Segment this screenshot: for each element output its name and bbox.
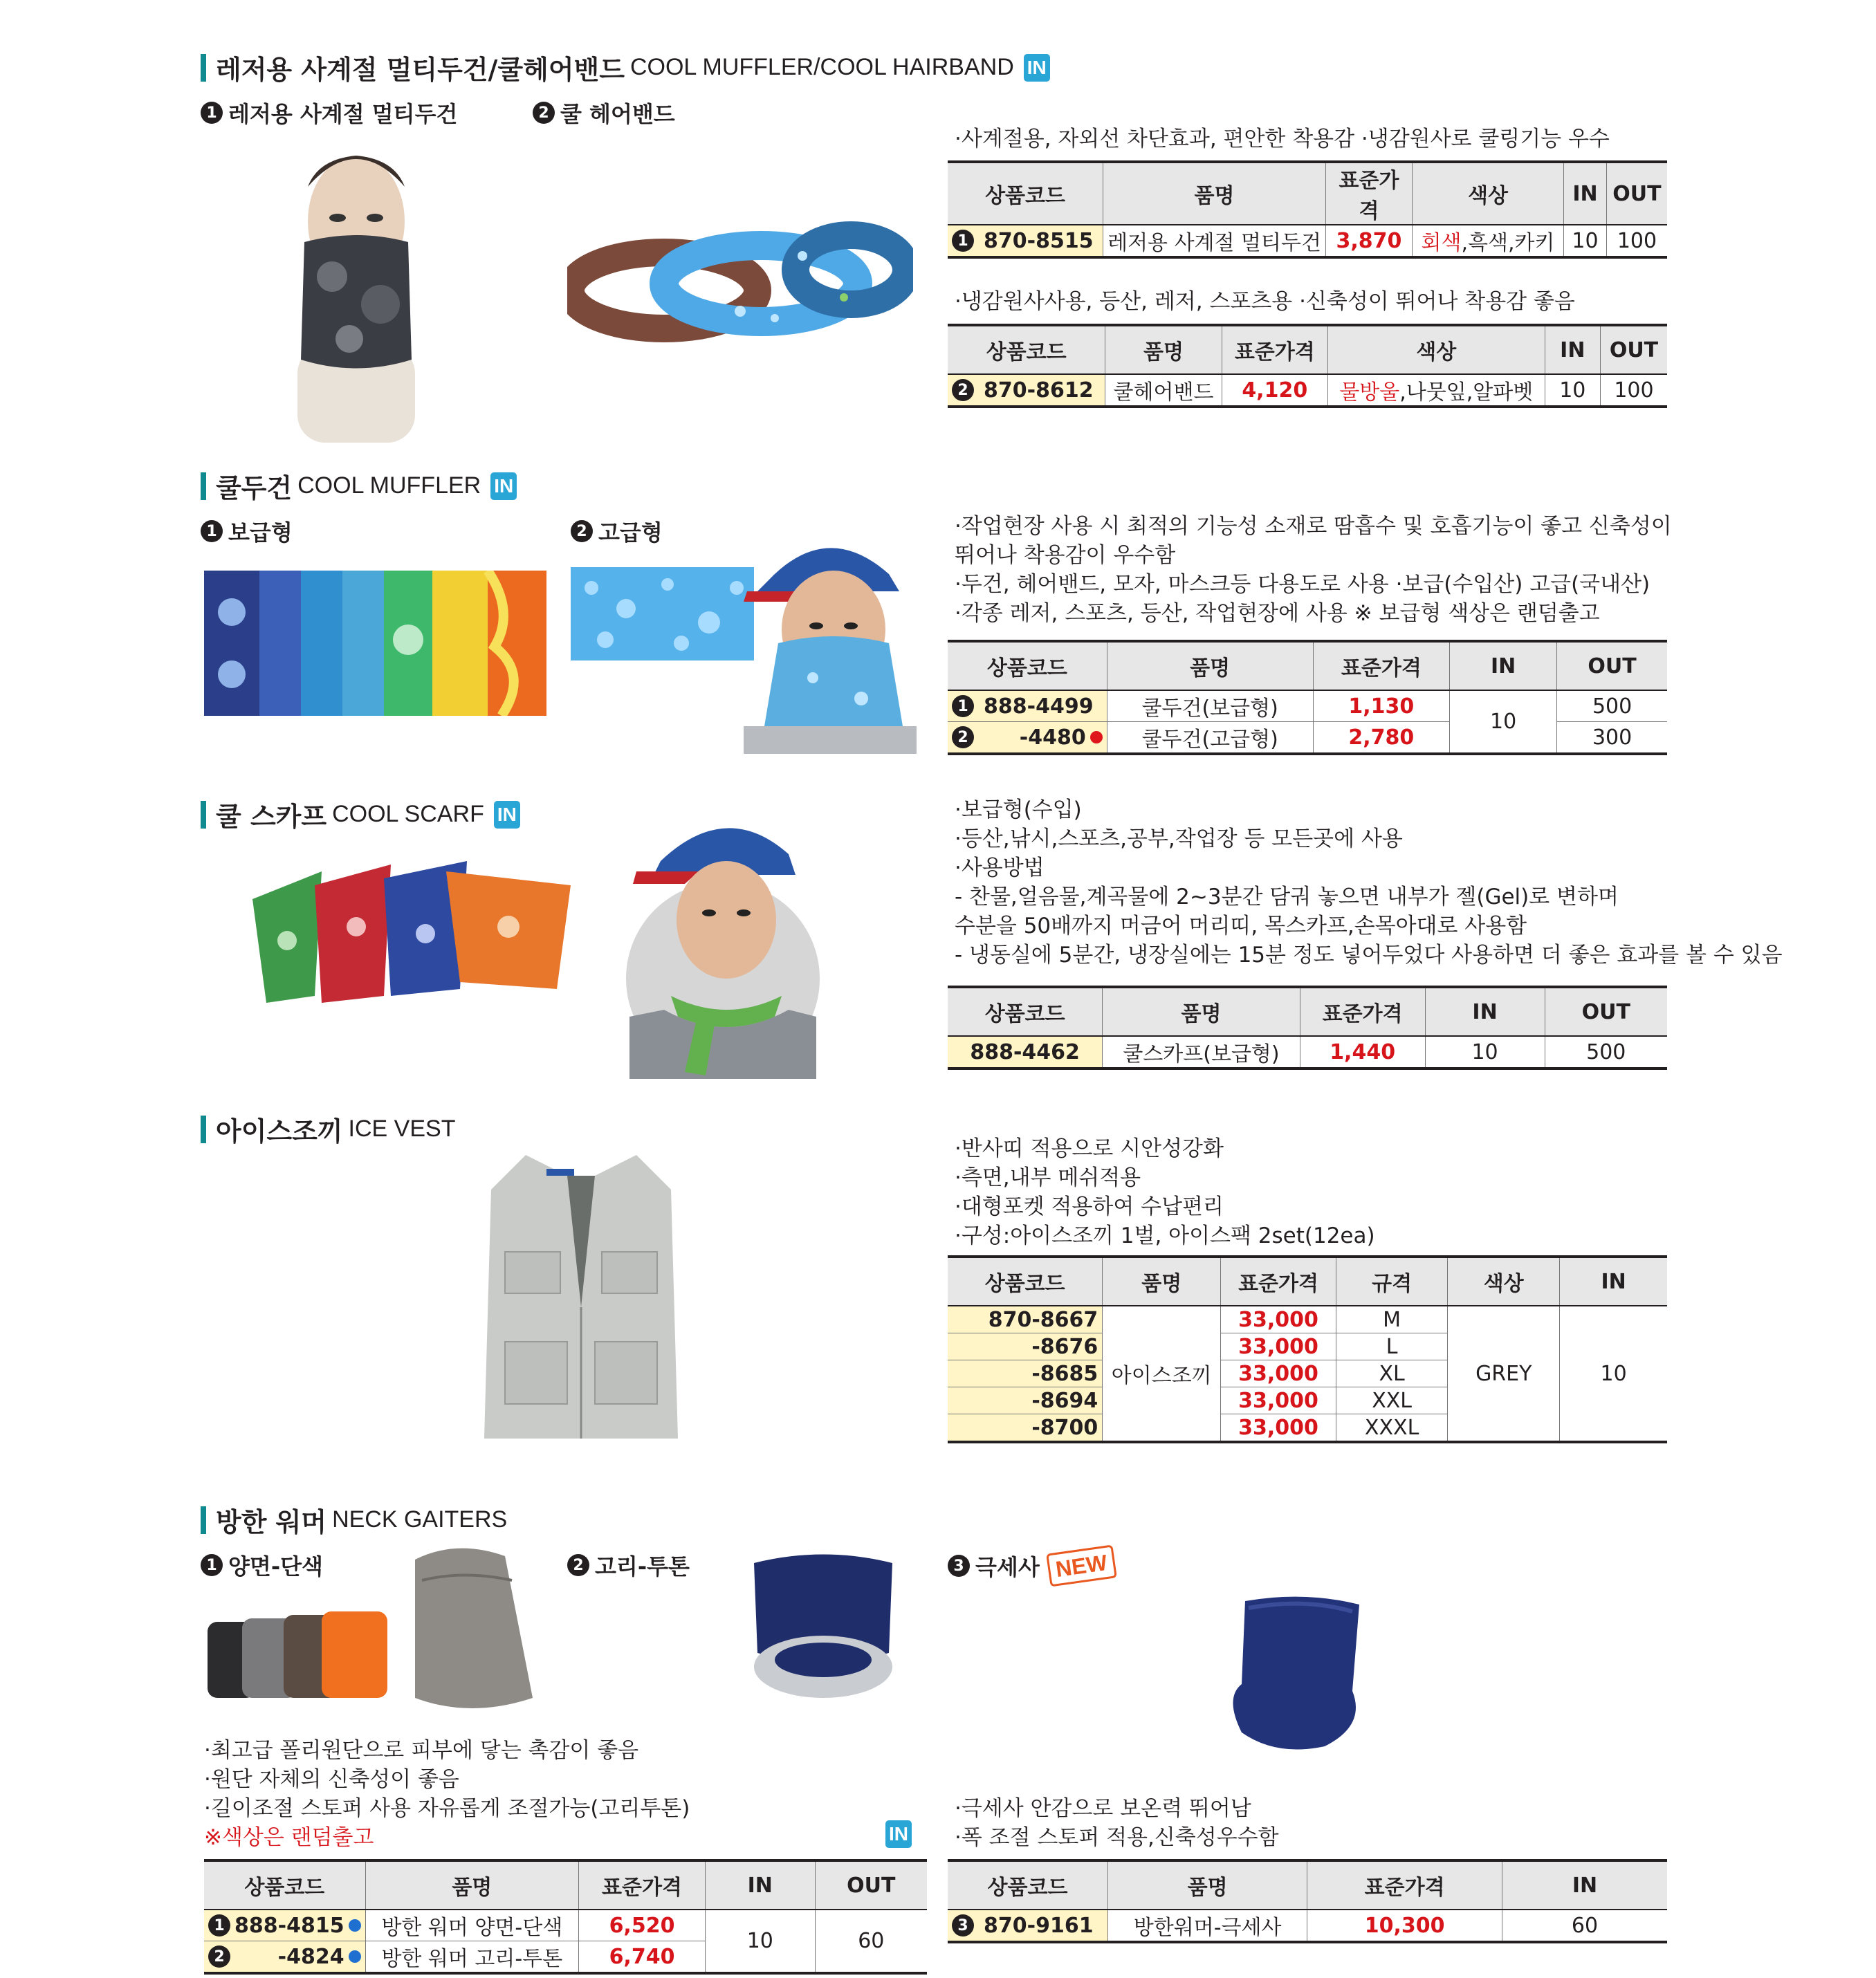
bullet-line: ·보급형(수입) xyxy=(955,797,1082,822)
product-price: 33,000 xyxy=(1221,1360,1336,1387)
product-code: 888-4815 xyxy=(234,1913,344,1938)
item-label-text: 보급형 xyxy=(228,519,293,546)
product-name: 방한워머-극세사 xyxy=(1107,1910,1307,1942)
table-row xyxy=(948,225,1667,257)
product-price: 33,000 xyxy=(1221,1387,1336,1414)
product-name: 방한 워머 고리-투톤 xyxy=(365,1941,578,1974)
item-label-1 xyxy=(201,97,457,129)
bullet-line: - 냉동실에 5분간, 냉장실에는 15분 정도 넣어두었다 사용하면 더 좋은 효과를 볼 수 있음 xyxy=(955,943,1783,968)
title-ko: 쿨 스카프 xyxy=(216,802,327,832)
product-code: -4824 xyxy=(277,1944,344,1969)
title-ko: 쿨두건 xyxy=(216,473,293,503)
feature-bullets-a: ·사계절용, 자외선 차단효과, 편안한 착용감 ·냉감원사로 쿨링기능 우수 xyxy=(955,127,1610,151)
header-in: IN xyxy=(1450,641,1557,690)
product-code: 870-8667 xyxy=(948,1306,1103,1333)
header-in: IN xyxy=(1564,162,1607,225)
qty-in: 10 xyxy=(705,1910,815,1973)
bullet-line: ·작업현장 사용 시 최적의 기능성 소재로 땀흡수 및 호흡기능이 좋고 신축성이 xyxy=(955,514,1672,539)
section-title-ice-vest xyxy=(201,1110,455,1148)
header-code: 상품코드 xyxy=(948,987,1103,1036)
title-bar xyxy=(201,54,206,82)
spec-table-cool-scarf xyxy=(948,986,1667,1070)
product-code-cell xyxy=(204,1941,365,1974)
table-row xyxy=(948,722,1667,755)
number-badge: 2 xyxy=(567,1554,589,1576)
number-badge: 2 xyxy=(571,520,593,542)
neck-gaiter-microfiber-image xyxy=(1221,1594,1377,1753)
header-color: 색상 xyxy=(1412,162,1563,225)
feature-bullets-b: ·냉감원사사용, 등산, 레저, 스포츠용 ·신축성이 뛰어나 착용감 좋음 xyxy=(955,289,1575,314)
header-code: 상품코드 xyxy=(204,1860,365,1910)
header-color: 색상 xyxy=(1448,1257,1560,1306)
multi-muffler-mannequin-image xyxy=(284,138,429,443)
item-label-text: 쿨 헤어밴드 xyxy=(560,101,675,127)
bullet-line: 뛰어나 착용감이 우수함 xyxy=(955,543,1176,568)
spec-table-ice-vest xyxy=(948,1255,1667,1443)
ice-vest-image xyxy=(477,1148,685,1445)
bullet-line: ·구성:아이스조끼 1벌, 아이스팩 2set(12ea) xyxy=(955,1223,1375,1248)
product-code: 870-8515 xyxy=(984,228,1094,253)
title-bar xyxy=(201,1506,206,1534)
title-bar xyxy=(201,472,206,500)
header-code: 상품코드 xyxy=(948,1257,1103,1306)
table-row xyxy=(204,1910,927,1941)
header-price: 표준가격 xyxy=(1313,641,1450,690)
product-code: -8685 xyxy=(948,1360,1103,1387)
blue-dot-icon xyxy=(349,1950,361,1963)
color-rest: ,나뭇잎,알파벳 xyxy=(1399,380,1534,405)
header-code: 상품코드 xyxy=(948,325,1105,374)
title-ko: 레저용 사계절 멀티두건/쿨헤어밴드 xyxy=(216,55,625,85)
cool-scarf-patterns-image xyxy=(239,858,585,1017)
product-price: 2,780 xyxy=(1313,722,1450,755)
section-title-cool-scarf xyxy=(201,795,520,833)
product-code: -8676 xyxy=(948,1333,1103,1360)
qty-in: 10 xyxy=(1425,1036,1545,1069)
bullet-line: - 찬물,얼음물,계곡물에 2~3분간 담궈 놓으면 내부가 젤(Gel)로 변하며 xyxy=(955,885,1619,909)
number-badge: 2 xyxy=(533,102,555,124)
feature-bullets xyxy=(955,512,1672,628)
product-price: 33,000 xyxy=(1221,1306,1336,1333)
product-price: 4,120 xyxy=(1222,374,1327,407)
product-size: XL xyxy=(1336,1360,1447,1387)
header-name: 품명 xyxy=(365,1860,578,1910)
new-badge: NEW xyxy=(1046,1545,1116,1587)
header-in: IN xyxy=(1425,987,1545,1036)
header-in: IN xyxy=(1545,325,1600,374)
section-title-neck-gaiters xyxy=(201,1501,507,1539)
product-size: M xyxy=(1336,1306,1447,1333)
cool-hairband-image xyxy=(567,201,913,353)
header-out: OUT xyxy=(1557,641,1667,690)
header-out: OUT xyxy=(1545,987,1667,1036)
qty-out: 300 xyxy=(1557,722,1667,755)
header-name: 품명 xyxy=(1103,162,1326,225)
feature-bullets xyxy=(955,795,1783,970)
title-en: COOL SCARF xyxy=(332,801,484,827)
person-wearing-cool-scarf-image xyxy=(623,809,823,1079)
table-row xyxy=(948,1910,1667,1942)
header-code: 상품코드 xyxy=(948,1860,1107,1910)
number-badge: 1 xyxy=(201,520,223,542)
bullet-line: ·극세사 안감으로 보온력 뛰어남 xyxy=(955,1796,1251,1821)
product-name: 쿨두건(고급형) xyxy=(1107,722,1313,755)
header-out: OUT xyxy=(1606,162,1667,225)
cool-muffler-premium-pattern-image xyxy=(571,567,754,660)
header-color: 색상 xyxy=(1327,325,1545,374)
random-color-note: ※색상은 랜덤출고 xyxy=(204,1825,374,1850)
product-size: L xyxy=(1336,1333,1447,1360)
number-badge: 1 xyxy=(952,695,974,717)
number-badge: 2 xyxy=(952,726,974,748)
number-badge: 1 xyxy=(952,230,974,252)
qty-out: 500 xyxy=(1557,690,1667,722)
product-price: 6,740 xyxy=(579,1941,706,1974)
product-code-cell xyxy=(948,374,1105,407)
qty-out: 500 xyxy=(1545,1036,1667,1069)
number-badge: 1 xyxy=(201,1554,223,1576)
feature-bullets xyxy=(955,1134,1375,1250)
product-code: -8700 xyxy=(948,1414,1103,1443)
table-row xyxy=(948,1306,1667,1333)
header-out: OUT xyxy=(1600,325,1667,374)
product-price: 10,300 xyxy=(1307,1910,1502,1942)
header-name: 품명 xyxy=(1103,1257,1221,1306)
header-name: 품명 xyxy=(1105,325,1222,374)
product-code-cell xyxy=(948,690,1107,722)
qty-in: 10 xyxy=(1450,690,1557,754)
number-badge: 2 xyxy=(208,1945,230,1968)
spec-table-neck-gaiter xyxy=(204,1859,927,1975)
qty-out: 100 xyxy=(1606,225,1667,257)
product-name: 방한 워머 양면-단색 xyxy=(365,1910,578,1941)
product-price: 1,440 xyxy=(1300,1036,1425,1069)
header-code: 상품코드 xyxy=(948,162,1103,225)
title-en: COOL MUFFLER xyxy=(297,472,481,499)
item-label-text: 레저용 사계절 멀티두건 xyxy=(228,101,458,127)
item-label-text: 극세사 xyxy=(975,1554,1040,1580)
number-badge: 1 xyxy=(201,102,223,124)
product-price: 3,870 xyxy=(1325,225,1412,257)
bullet-line: ·사용방법 xyxy=(955,856,1045,880)
neck-gaiter-two-tone-image xyxy=(747,1549,899,1701)
number-badge: 1 xyxy=(208,1914,230,1937)
bullet-line: ·두건, 헤어밴드, 모자, 마스크등 다용도로 사용 ·보급(수입산) 고급(국내산) xyxy=(955,572,1650,597)
product-name: 쿨스카프(보급형) xyxy=(1103,1036,1300,1069)
header-price: 표준가격 xyxy=(1300,987,1425,1036)
product-size: XXXL xyxy=(1336,1414,1447,1443)
title-bar xyxy=(201,1116,206,1143)
product-price: 6,520 xyxy=(579,1910,706,1941)
red-dot-icon xyxy=(1090,731,1103,743)
product-code-cell xyxy=(204,1910,365,1941)
header-price: 표준가격 xyxy=(1221,1257,1336,1306)
spec-table-microfiber-gaiter xyxy=(948,1859,1667,1943)
product-code: 870-9161 xyxy=(984,1913,1094,1938)
item-label-2 xyxy=(567,1549,690,1581)
product-name: 아이스조끼 xyxy=(1103,1306,1221,1442)
bullet-line: 수분을 50배까지 머금어 머리띠, 목스카프,손목아대로 사용함 xyxy=(955,914,1527,939)
header-in: IN xyxy=(705,1860,815,1910)
title-bar xyxy=(201,801,206,829)
in-badge: IN xyxy=(1024,54,1050,82)
product-code: 870-8612 xyxy=(984,378,1094,403)
product-price: 1,130 xyxy=(1313,690,1450,722)
spec-table-multi-muffler xyxy=(948,160,1667,259)
product-name: 레저용 사계절 멀티두건 xyxy=(1103,225,1326,257)
item-label-text: 고리-투톤 xyxy=(595,1553,690,1580)
header-name: 품명 xyxy=(1107,641,1313,690)
qty-out: 100 xyxy=(1600,374,1667,407)
item-label-1 xyxy=(201,515,293,547)
number-badge: 3 xyxy=(948,1555,970,1577)
spec-table-hairband xyxy=(948,324,1667,408)
product-price: 33,000 xyxy=(1221,1333,1336,1360)
item-label-2 xyxy=(571,515,663,547)
product-name: 쿨헤어밴드 xyxy=(1105,374,1222,407)
product-size: XXL xyxy=(1336,1387,1447,1414)
bullet-line: ·반사띠 적용으로 시안성강화 xyxy=(955,1136,1224,1161)
header-price: 표준가격 xyxy=(579,1860,706,1910)
table-row xyxy=(948,374,1667,407)
product-color xyxy=(1327,374,1545,407)
product-price: 33,000 xyxy=(1221,1414,1336,1443)
bullet-line: ·측면,내부 메쉬적용 xyxy=(955,1165,1141,1190)
feature-bullets-left xyxy=(204,1736,690,1852)
product-code: -4480 xyxy=(1019,725,1086,750)
product-code-cell xyxy=(948,722,1107,755)
title-en: COOL MUFFLER/COOL HAIRBAND xyxy=(629,54,1014,80)
bullet-line: ·등산,낚시,스포츠,공부,작업장 등 모든곳에 사용 xyxy=(955,826,1403,851)
bullet-line: ·각종 레저, 스포츠, 등산, 작업현장에 사용 ※ 보급형 색상은 랜덤출고 xyxy=(955,601,1600,626)
in-badge: IN xyxy=(885,1820,912,1848)
product-code: 888-4462 xyxy=(948,1036,1103,1069)
header-out: OUT xyxy=(815,1860,927,1910)
header-in: IN xyxy=(1502,1860,1667,1910)
table-row xyxy=(948,1036,1667,1069)
product-name: 쿨두건(보급형) xyxy=(1107,690,1313,722)
cool-muffler-basic-patterns-image xyxy=(204,571,546,716)
bullet-line: ·폭 조절 스토퍼 적용,신축성우수함 xyxy=(955,1825,1279,1850)
product-code: 888-4499 xyxy=(984,694,1094,719)
in-badge: IN xyxy=(494,801,520,829)
spec-table-cool-muffler xyxy=(948,640,1667,755)
color-rest: ,흑색,카키 xyxy=(1461,231,1555,255)
item-label-text: 양면-단색 xyxy=(228,1553,323,1580)
qty-in: 10 xyxy=(1560,1306,1667,1442)
title-ko: 아이스조끼 xyxy=(216,1116,343,1147)
product-code: -8694 xyxy=(948,1387,1103,1414)
person-wearing-cool-muffler-image xyxy=(744,526,917,754)
header-code: 상품코드 xyxy=(948,641,1107,690)
bullet-line: ·원단 자체의 신축성이 좋음 xyxy=(204,1767,459,1792)
in-badge: IN xyxy=(490,472,517,500)
product-color xyxy=(1412,225,1563,257)
item-label-3 xyxy=(948,1549,1114,1582)
bullet-line: ·최고급 폴리원단으로 피부에 닿는 촉감이 좋음 xyxy=(204,1738,639,1763)
number-badge: 2 xyxy=(952,379,974,401)
neck-gaiter-double-sided-image xyxy=(208,1539,553,1719)
item-label-text: 고급형 xyxy=(598,519,663,546)
header-price: 표준가격 xyxy=(1222,325,1327,374)
product-code-cell xyxy=(948,225,1103,257)
qty-in: 10 xyxy=(1564,225,1607,257)
header-price: 표준가격 xyxy=(1325,162,1412,225)
header-name: 품명 xyxy=(1103,987,1300,1036)
header-price: 표준가격 xyxy=(1307,1860,1502,1910)
header-in: IN xyxy=(1560,1257,1667,1306)
feature-bullets-right xyxy=(955,1794,1279,1852)
number-badge: 3 xyxy=(952,1914,974,1937)
section-title-multi-muffler xyxy=(201,48,1050,86)
blue-dot-icon xyxy=(349,1919,361,1932)
bullet-line: ·대형포켓 적용하여 수납편리 xyxy=(955,1194,1224,1219)
qty-in: 60 xyxy=(1502,1910,1667,1942)
title-ko: 방한 워머 xyxy=(216,1507,327,1537)
color-highlight: 물방울 xyxy=(1339,380,1400,405)
header-name: 품명 xyxy=(1107,1860,1307,1910)
color-highlight: 회색 xyxy=(1421,231,1462,255)
qty-in: 10 xyxy=(1545,374,1600,407)
bullet-line: ·길이조절 스토퍼 사용 자유롭게 조절가능(고리투톤) xyxy=(204,1796,690,1821)
product-color: GREY xyxy=(1448,1306,1560,1442)
section-title-cool-muffler xyxy=(201,467,517,505)
title-en: NECK GAITERS xyxy=(332,1506,508,1533)
title-en: ICE VEST xyxy=(348,1116,456,1142)
product-code-cell xyxy=(948,1910,1107,1942)
table-row xyxy=(948,690,1667,722)
header-size: 규격 xyxy=(1336,1257,1447,1306)
qty-out: 60 xyxy=(815,1910,927,1973)
item-label-2 xyxy=(533,97,675,129)
